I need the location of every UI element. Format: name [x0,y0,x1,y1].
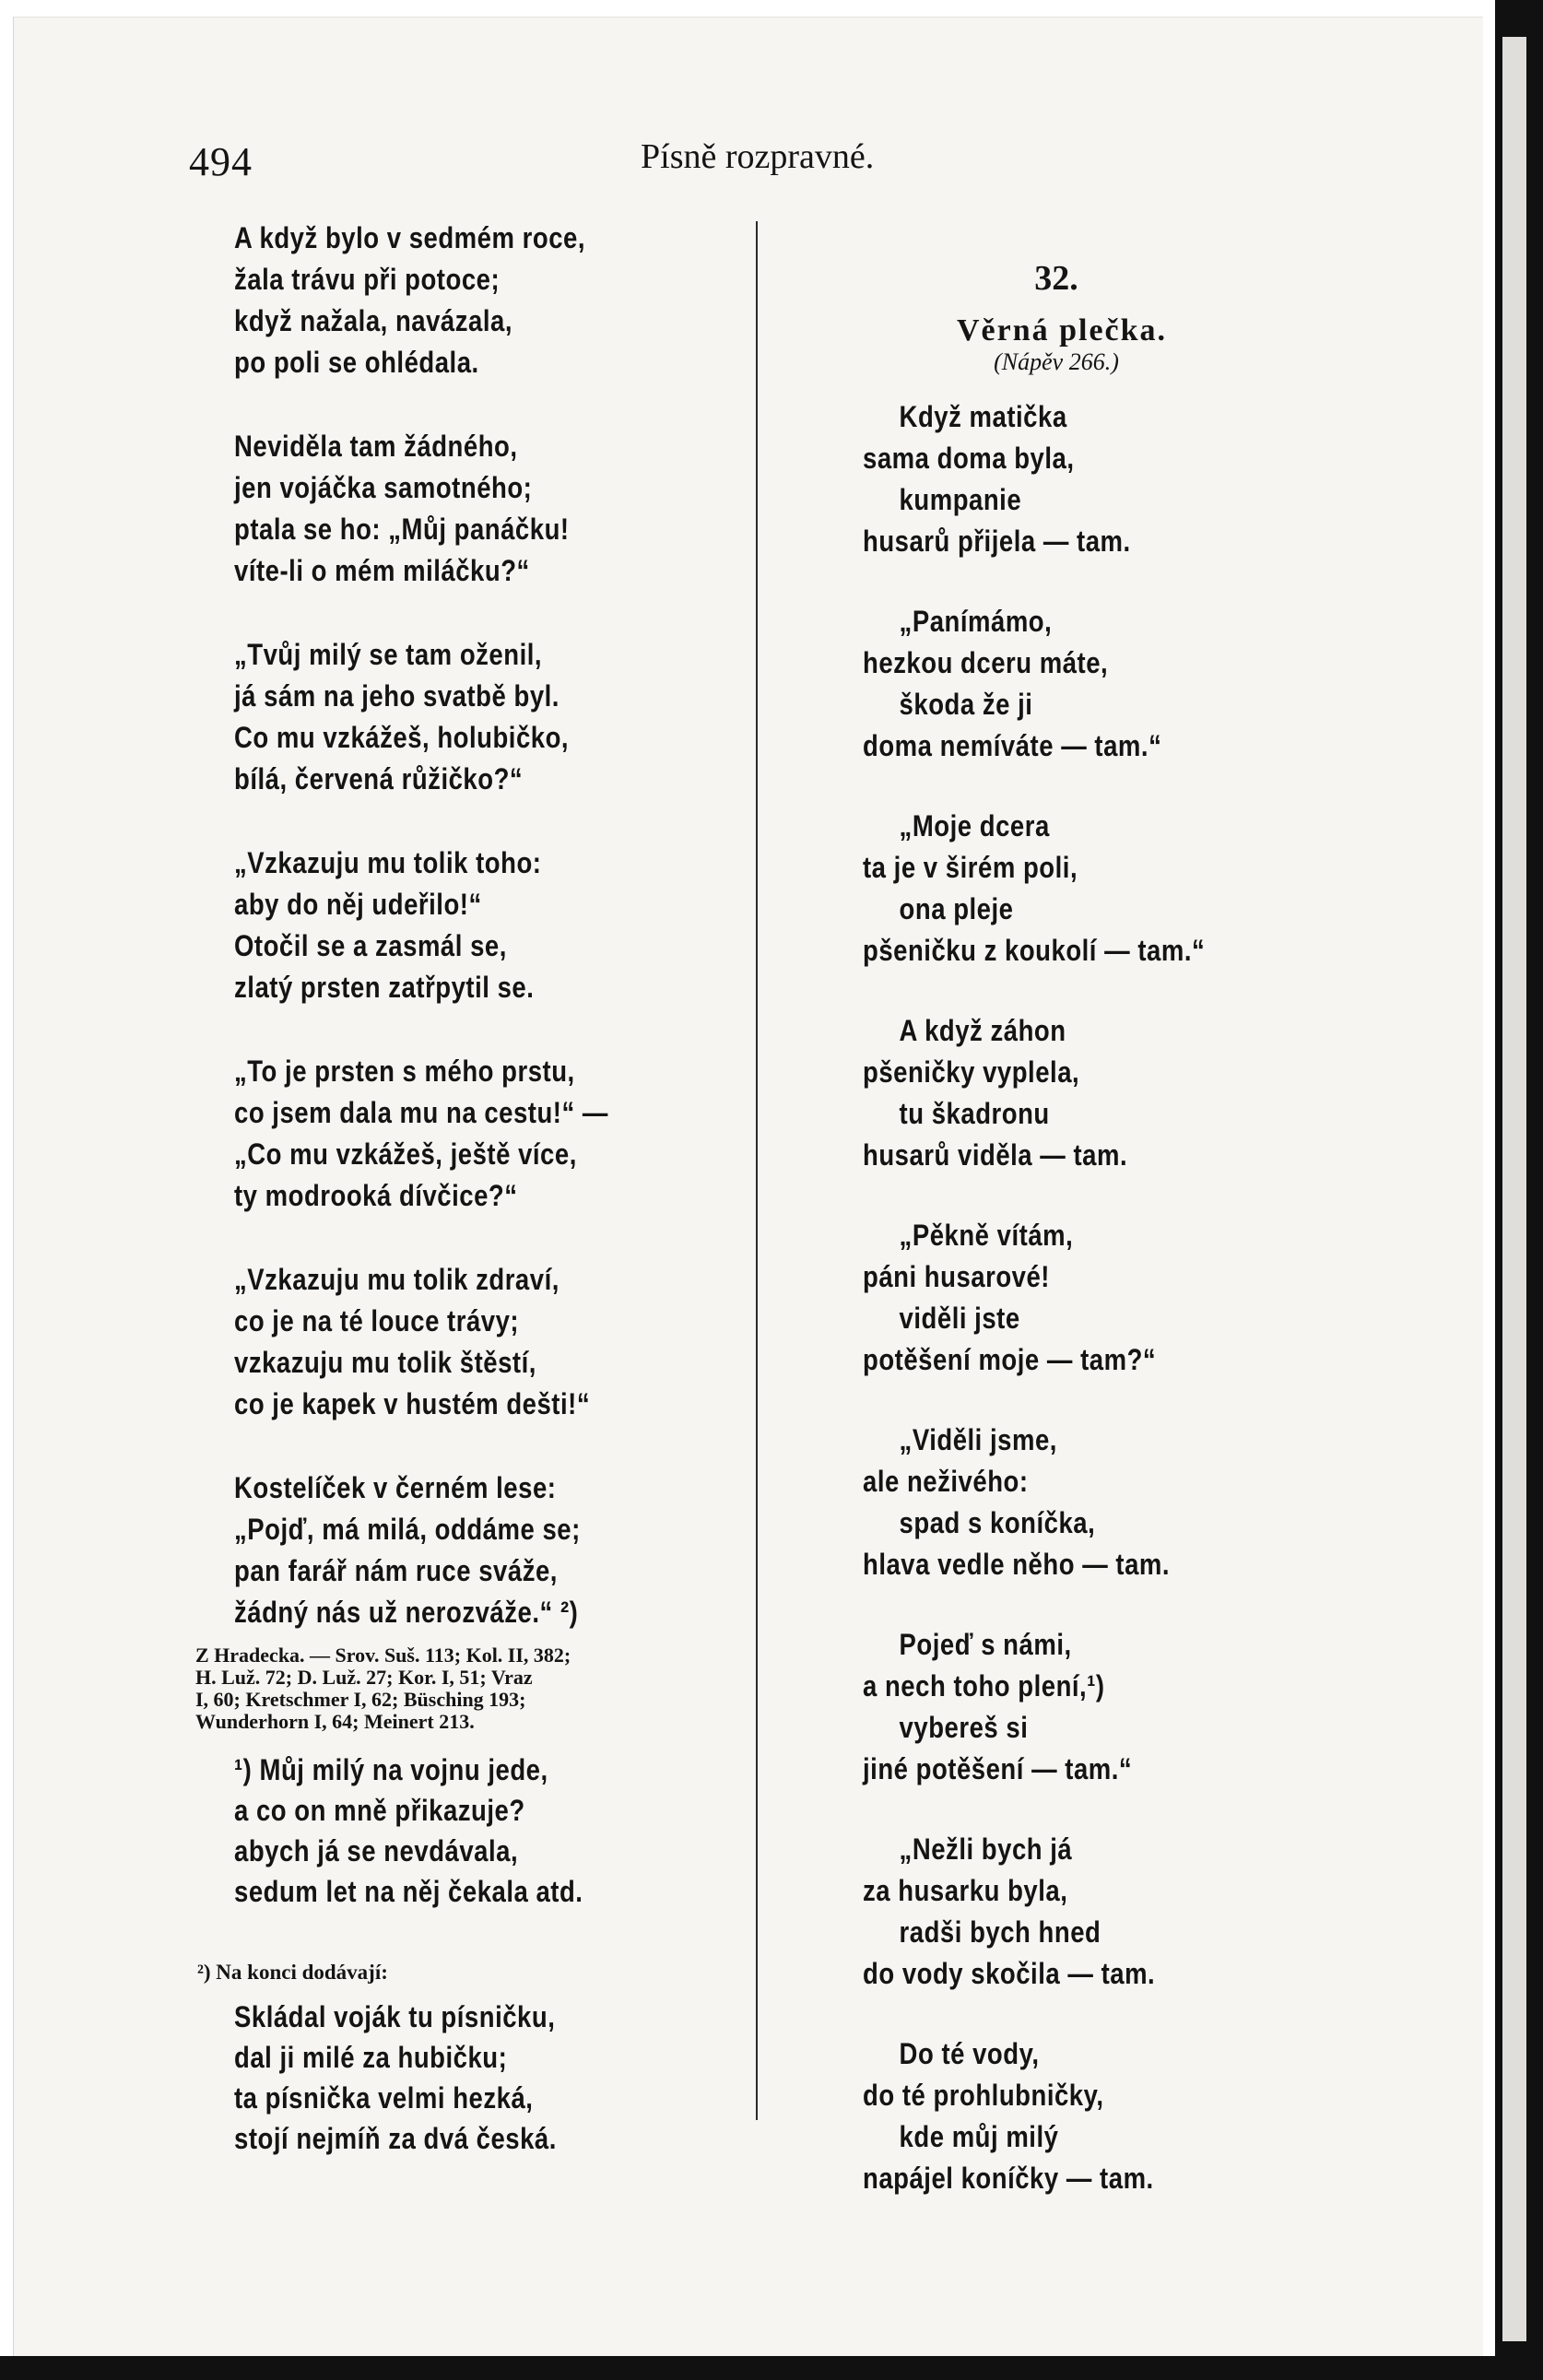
verse-line: páni husarové! [863,1260,1050,1293]
song-number: 32. [1034,259,1078,298]
verse-line: co je kapek v hustém dešti!“ [234,1387,591,1420]
footnote-line: Skládal voják tu písničku, [234,2000,556,2033]
verse-line: Kostelíček v černém lese: [234,1471,557,1504]
right-column [863,258,1305,2238]
scan-right-edge [1495,0,1543,2380]
verse-line: ty modrooká dívčice?“ [234,1179,518,1212]
verse-line: co jsem dala mu na cestu!“ — [234,1096,608,1129]
adjacent-page-sliver [1502,37,1526,2341]
verse-line: „Vzkazuju mu tolik toho: [234,846,542,879]
verse-line: pan farář nám ruce sváže, [234,1554,558,1587]
footnote-line: a co on mně přikazuje? [234,1794,525,1827]
verse-line: „Co mu vzkážeš, ještě více, [234,1137,577,1171]
verse-line: jiné potěšení — tam.“ [863,1752,1133,1785]
verse-line: „Pěkně vítám, [899,1219,1074,1252]
verse-line: „Panímámo, [899,605,1053,638]
verse-line: aby do něj udeřilo!“ [234,888,482,921]
verse-line: kumpanie [899,483,1022,516]
verse-line: Otočil se a zasmál se, [234,929,507,962]
verse-line: napájel koníčky — tam. [863,2162,1154,2195]
left-stanza-7 [234,1467,750,1633]
verse-line: vybereš si [899,1711,1029,1744]
verse-line: vzkazuju mu tolik štěstí, [234,1346,536,1379]
footnote-2-label: ²) Na konci dodávají: [197,1961,388,1984]
footnote-line: sedum let na něj čekala atd. [234,1875,583,1908]
verse-line: radši bych hned [899,1915,1101,1949]
verse-line: Do té vody, [899,2037,1040,2070]
scan-bottom-edge [0,2356,1543,2380]
verse-line: hezkou dceru máte, [863,646,1109,679]
right-stanza-7 [863,1624,1305,1790]
verse-line: „To je prsten s mého prstu, [234,1055,575,1088]
page-number: 494 [189,139,253,184]
verse-line: ona pleje [899,892,1014,925]
verse-line: do té prohlubničky, [863,2079,1104,2112]
verse-line: A když bylo v sedmém roce, [234,221,586,254]
source-line: Z Hradecka. — Srov. Suš. 113; Kol. II, 382; [195,1644,571,1667]
verse-line: spad s koníčka, [899,1506,1096,1539]
verse-line: husarů přijela — tam. [863,524,1131,558]
footnote-line: ¹) Můj milý na vojnu jede, [234,1753,548,1786]
tune-reference: (Nápěv 266.) [994,348,1119,375]
left-stanza-5 [234,1051,750,1217]
left-stanza-3 [234,634,750,800]
verse-line: Co mu vzkážeš, holubičko, [234,721,570,754]
verse-line: viděli jste [899,1302,1020,1335]
verse-line: já sám na jeho svatbě byl. [234,679,559,713]
verse-line: škoda že ji [899,688,1033,721]
footnote-line: ta písnička velmi hezká, [234,2081,534,2115]
footnote-1 [234,1750,750,1912]
verse-line: doma nemíváte — tam.“ [863,729,1162,762]
left-stanza-2 [234,426,750,592]
verse-line: „Viděli jsme, [899,1423,1057,1456]
footnote-line: abych já se nevdávala, [234,1834,519,1867]
verse-line: bílá, červená růžičko?“ [234,762,524,795]
verse-line: Když matička [899,400,1067,433]
footnote-line: dal ji milé za hubičku; [234,2041,508,2074]
verse-line: ta je v širém poli, [863,851,1078,884]
verse-line: hlava vedle něho — tam. [863,1548,1171,1581]
scan-top-margin [0,0,1543,17]
right-stanza-8 [863,1829,1305,1995]
running-head: Písně rozpravné. [641,137,875,176]
verse-line: žádný nás už nerozváže.“ ²) [234,1596,579,1629]
column-divider [756,221,758,2120]
verse-line: do vody skočila — tam. [863,1957,1156,1990]
verse-line: „Moje dcera [899,809,1050,842]
right-stanza-4 [863,1010,1305,1176]
verse-line: potěšení moje — tam?“ [863,1343,1157,1376]
right-stanza-3 [863,806,1305,972]
verse-line: pšeničku z koukolí — tam.“ [863,934,1206,967]
left-stanza-4 [234,842,750,1008]
left-stanza-1 [234,218,750,383]
verse-line: „Nežli bych já [899,1832,1073,1866]
footnote-2 [234,1997,750,2159]
source-references [195,1644,748,1733]
verse-line: „Tvůj milý se tam oženil, [234,638,543,671]
verse-line: tu škadronu [899,1097,1050,1130]
verse-line: sama doma byla, [863,442,1075,475]
source-line: I, 60; Kretschmer I, 62; Büsching 193; [195,1688,526,1711]
verse-line: Neviděla tam žádného, [234,430,518,463]
verse-line: jen vojáčka samotného; [234,471,533,504]
verse-line: za husarku byla, [863,1874,1068,1907]
verse-line: „Vzkazuju mu tolik zdraví, [234,1263,559,1296]
verse-line: A když záhon [899,1014,1066,1047]
verse-line: pšeničky vyplela, [863,1055,1080,1089]
verse-line: po poli se ohlédala. [234,346,479,379]
right-stanza-9 [863,2033,1305,2199]
right-stanza-6 [863,1420,1305,1585]
verse-line: ale neživého: [863,1465,1029,1498]
verse-line: „Pojď, má milá, oddáme se; [234,1513,581,1546]
right-stanza-5 [863,1215,1305,1381]
verse-line: Pojeď s námi, [899,1628,1072,1661]
source-line: H. Luž. 72; D. Luž. 27; Kor. I, 51; Vraz [195,1666,533,1689]
verse-line: když nažala, navázala, [234,304,512,337]
verse-line: co je na té louce trávy; [234,1304,520,1337]
right-stanza-2 [863,601,1305,767]
verse-line: víte-li o mém miláčku?“ [234,554,530,587]
verse-line: husarů viděla — tam. [863,1138,1128,1172]
verse-line: ptala se ho: „Můj panáčku! [234,513,570,546]
verse-line: a nech toho plení,¹) [863,1669,1105,1703]
song-title: Věrná plečka. [956,313,1168,348]
verse-line: zlatý prsten zatřpytil se. [234,971,535,1004]
source-line: Wunderhorn I, 64; Meinert 213. [195,1710,475,1733]
left-column [195,218,750,2201]
right-stanza-1 [863,396,1305,562]
verse-line: žala trávu při potoce; [234,263,501,296]
footnote-line: stojí nejmíň za dvá česká. [234,2122,557,2155]
left-stanza-6 [234,1259,750,1425]
verse-line: kde můj milý [899,2120,1059,2153]
